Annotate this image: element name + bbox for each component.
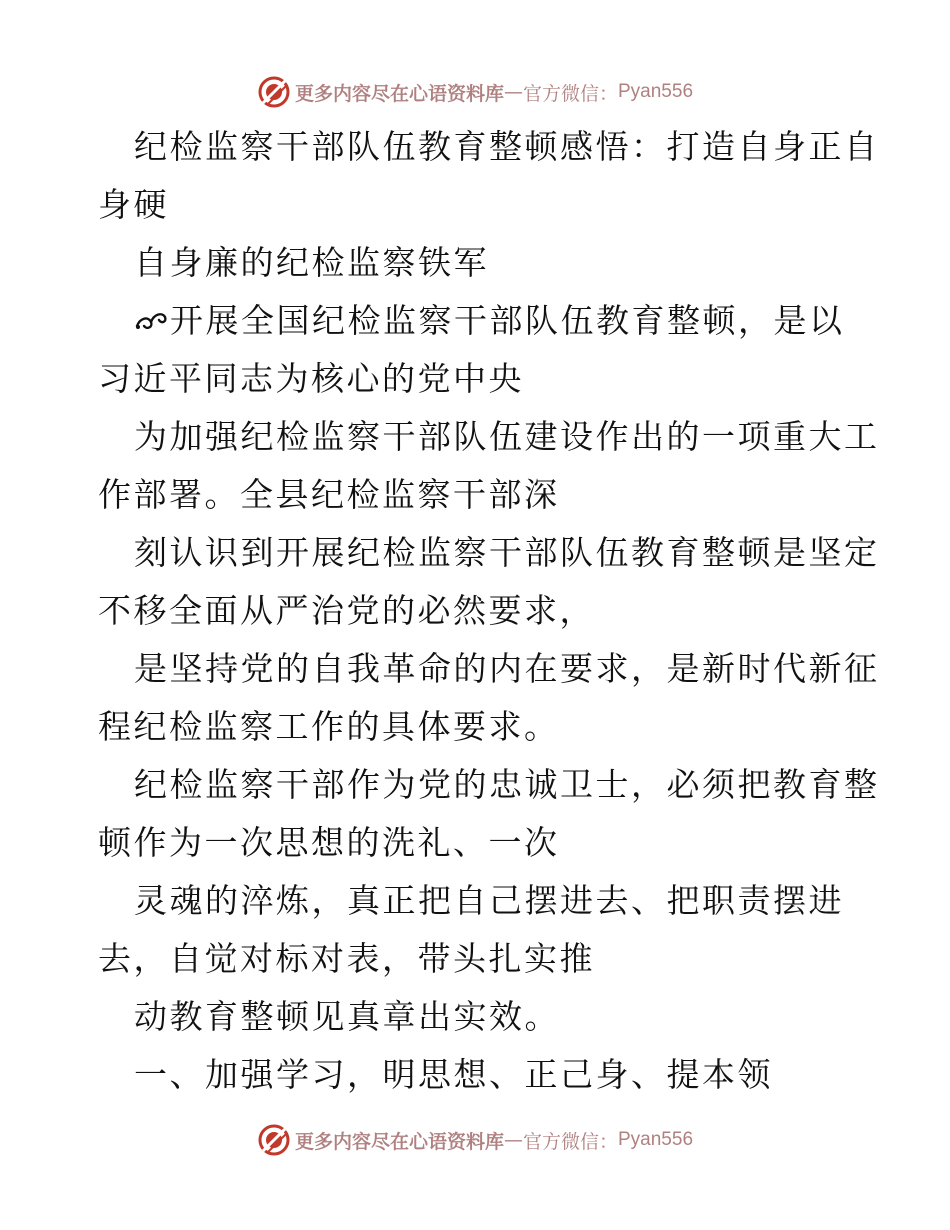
text-line: 是坚持党的自我革命的内在要求，是新时代新征: [134, 649, 880, 688]
body-paragraph: [98, 640, 880, 756]
text-line: 纪检监察干部作为党的忠诚卫士，必须把教育整: [134, 765, 880, 804]
header-banner: [0, 72, 950, 112]
banner-wechat-label: 官方微信：: [522, 1130, 618, 1153]
title-paragraph: [98, 118, 880, 234]
text-line: 灵魂的淬炼，真正把自己摆进去、把职责摆进: [134, 881, 844, 920]
text-line: 习近平同志为核心的党中央: [98, 359, 524, 398]
document-body: [98, 118, 880, 1104]
text-line: 不移全面从严治党的必然要求，: [98, 591, 595, 630]
text-line: 作部署。全县纪检监察干部深: [98, 475, 560, 514]
body-paragraph: [98, 756, 880, 872]
text-line: 动教育整顿见真章出实效。: [134, 997, 560, 1036]
text-line-content: 开展全国纪检监察干部队伍教育整顿，是以: [170, 301, 845, 340]
banner-dash: —: [503, 1129, 523, 1151]
banner-wechat-id: Pyan556: [618, 81, 694, 102]
footer-banner: [0, 1120, 950, 1160]
body-paragraph: [98, 408, 880, 524]
brand-logo-icon: [257, 1123, 291, 1157]
banner-wechat-id: Pyan556: [618, 1129, 694, 1150]
text-line: 纪检监察干部队伍教育整顿感悟：打造自身正自: [134, 127, 880, 166]
body-paragraph: [98, 988, 858, 1046]
text-line: 刻认识到开展纪检监察干部队伍教育整顿是坚定: [134, 533, 880, 572]
body-paragraph: [98, 292, 858, 408]
banner-title: 更多内容尽在心语资料库: [294, 82, 504, 105]
body-paragraph: [98, 524, 880, 640]
text-line: 一、加强学习，明思想、正己身、提本领: [134, 1055, 773, 1094]
text-line: 自身廉的纪检监察铁军: [134, 243, 489, 282]
text-line: 顿作为一次思想的洗礼、一次: [98, 823, 560, 862]
banner-title: 更多内容尽在心语资料库: [294, 1130, 504, 1153]
body-paragraph: [98, 872, 858, 988]
text-line: 程纪检监察工作的具体要求。: [98, 707, 560, 746]
brand-logo-icon: [257, 75, 291, 109]
banner-dash: —: [503, 81, 523, 103]
subtitle-paragraph: [98, 234, 858, 292]
text-line: 为加强纪检监察干部队伍建设作出的一项重大工: [134, 417, 880, 456]
section-heading: [98, 1046, 858, 1104]
text-line: [98, 292, 858, 350]
text-line: 身硬: [98, 185, 169, 224]
banner-wechat-label: 官方微信：: [522, 82, 618, 105]
text-line: 去，自觉对标对表，带头扎实推: [98, 939, 595, 978]
ornament-icon: [134, 308, 168, 334]
